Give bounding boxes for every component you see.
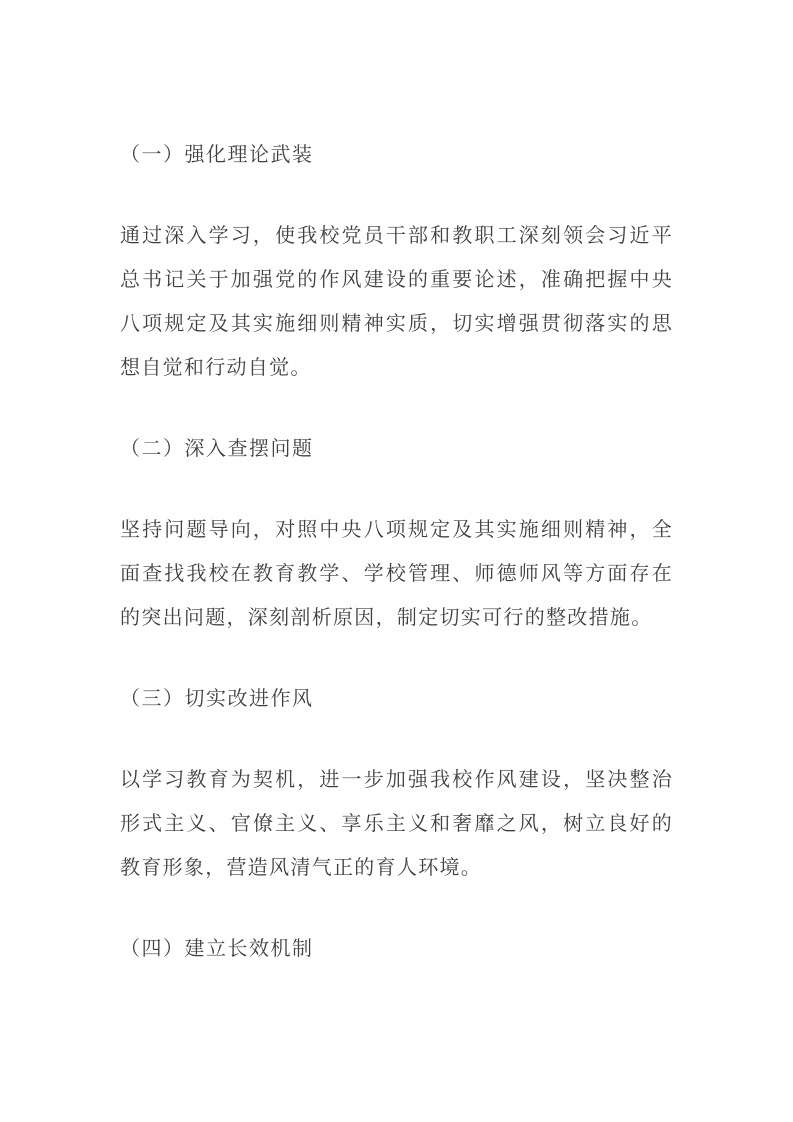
section-1-heading: （一）强化理论武装 <box>120 144 314 166</box>
section-2-heading: （二）深入查摆问题 <box>120 438 314 460</box>
section-1 <box>120 133 673 390</box>
section-1-body: 通过深入学习，使我校党员干部和教职工深刻领会习近平总书记关于加强党的作风建设的重要论述，准确把握中央八项规定及其实施细则精神实质，切实增强贯彻落实的思想自觉和行动自觉。 <box>120 225 673 379</box>
section-3-body: 以学习教育为契机，进一步加强我校作风建设，坚决整治形式主义、官僚主义、享乐主义和奢靡之风，树立良好的教育形象，营造风清气正的育人环境。 <box>120 769 673 879</box>
section-2 <box>120 427 673 640</box>
section-3 <box>120 677 673 890</box>
section-4 <box>120 927 673 971</box>
section-3-heading: （三）切实改进作风 <box>120 688 314 710</box>
section-4-heading: （四）建立长效机制 <box>120 938 314 960</box>
section-2-body: 坚持问题导向，对照中央八项规定及其实施细则精神，全面查找我校在教育教学、学校管理、师德师风等方面存在的突出问题，深刻剖析原因，制定切实可行的整改措施。 <box>120 519 673 629</box>
